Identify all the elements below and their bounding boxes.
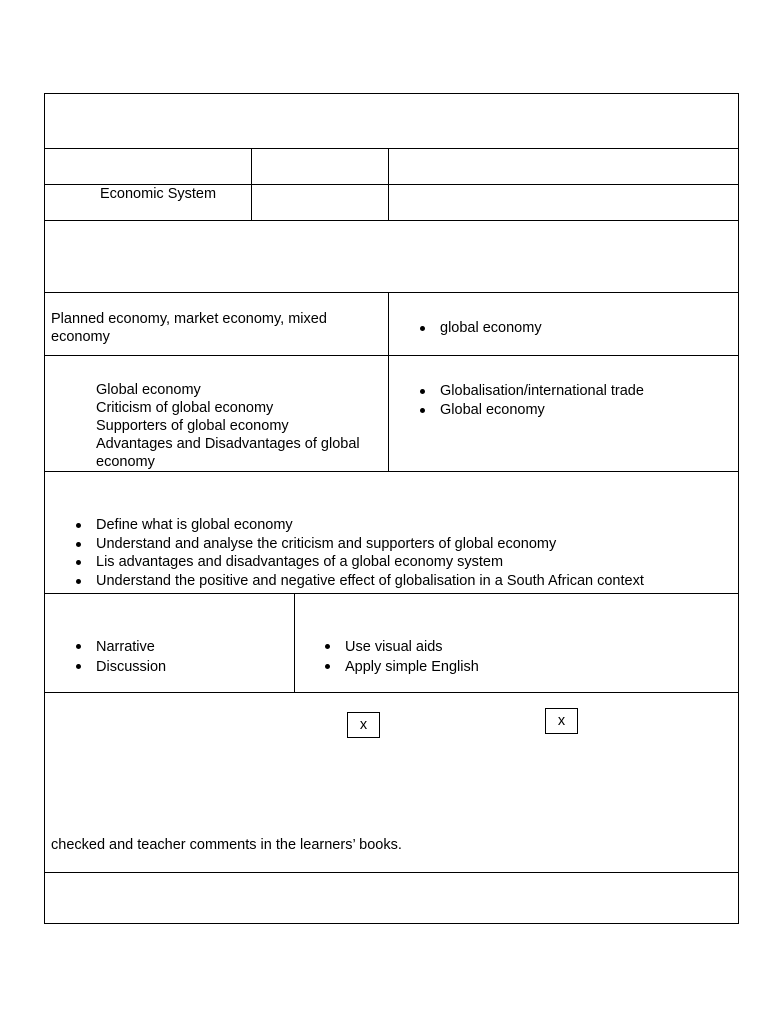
row2-col1-cell bbox=[44, 148, 252, 185]
objectives-list bbox=[96, 516, 644, 590]
objectives-cell bbox=[44, 471, 739, 594]
list-item: Apply simple English bbox=[345, 659, 479, 675]
list-item: global economy bbox=[440, 320, 542, 336]
assessment-cell bbox=[44, 692, 739, 873]
footer-cell bbox=[44, 872, 739, 924]
list-item: Supporters of global economy bbox=[96, 418, 289, 434]
subtopics-cell bbox=[44, 355, 389, 472]
terms-list bbox=[440, 382, 644, 419]
row3-col3-cell bbox=[388, 184, 739, 221]
header-cell bbox=[44, 93, 739, 149]
list-item: Global economy bbox=[440, 401, 644, 420]
list-item: Understand and analyse the criticism and supporters of global economy bbox=[96, 535, 644, 554]
subtopics-list bbox=[96, 381, 381, 471]
list-item: Use visual aids bbox=[345, 637, 479, 657]
row2-col3-cell bbox=[388, 148, 739, 185]
assessment-note: checked and teacher comments in the learners’ books. bbox=[51, 837, 402, 853]
key-concepts-cell bbox=[388, 292, 739, 356]
list-item: Lis advantages and disadvantages of a global economy system bbox=[96, 553, 644, 572]
list-item: Globalisation/international trade bbox=[440, 383, 644, 399]
list-item: Discussion bbox=[96, 659, 167, 675]
key-concepts-list bbox=[440, 319, 542, 338]
row2-col2-cell bbox=[251, 148, 389, 185]
prior-knowledge-cell bbox=[44, 292, 389, 356]
support-methods-cell bbox=[294, 593, 739, 693]
topic-label: Economic System bbox=[100, 186, 217, 202]
list-item: Global economy bbox=[96, 382, 201, 398]
support-methods-list bbox=[345, 637, 479, 677]
list-item: Criticism of global economy bbox=[96, 400, 274, 416]
list-item: Narrative bbox=[96, 637, 166, 657]
teaching-methods-list bbox=[96, 637, 166, 677]
section-cell bbox=[44, 220, 739, 293]
assessment-checkbox-1[interactable]: x bbox=[347, 712, 380, 738]
row3-col2-cell bbox=[251, 184, 389, 221]
prior-knowledge-text: Planned economy, market economy, mixed economy bbox=[51, 311, 327, 345]
list-item: Advantages and Disadvantages of global economy bbox=[96, 436, 360, 470]
topic-cell bbox=[44, 184, 252, 221]
teaching-methods-cell bbox=[44, 593, 295, 693]
list-item: Define what is global economy bbox=[96, 516, 644, 535]
terms-cell bbox=[388, 355, 739, 472]
assessment-checkbox-2[interactable]: x bbox=[545, 708, 578, 734]
list-item: Understand the positive and negative effect of globalisation in a South African context bbox=[96, 572, 644, 589]
